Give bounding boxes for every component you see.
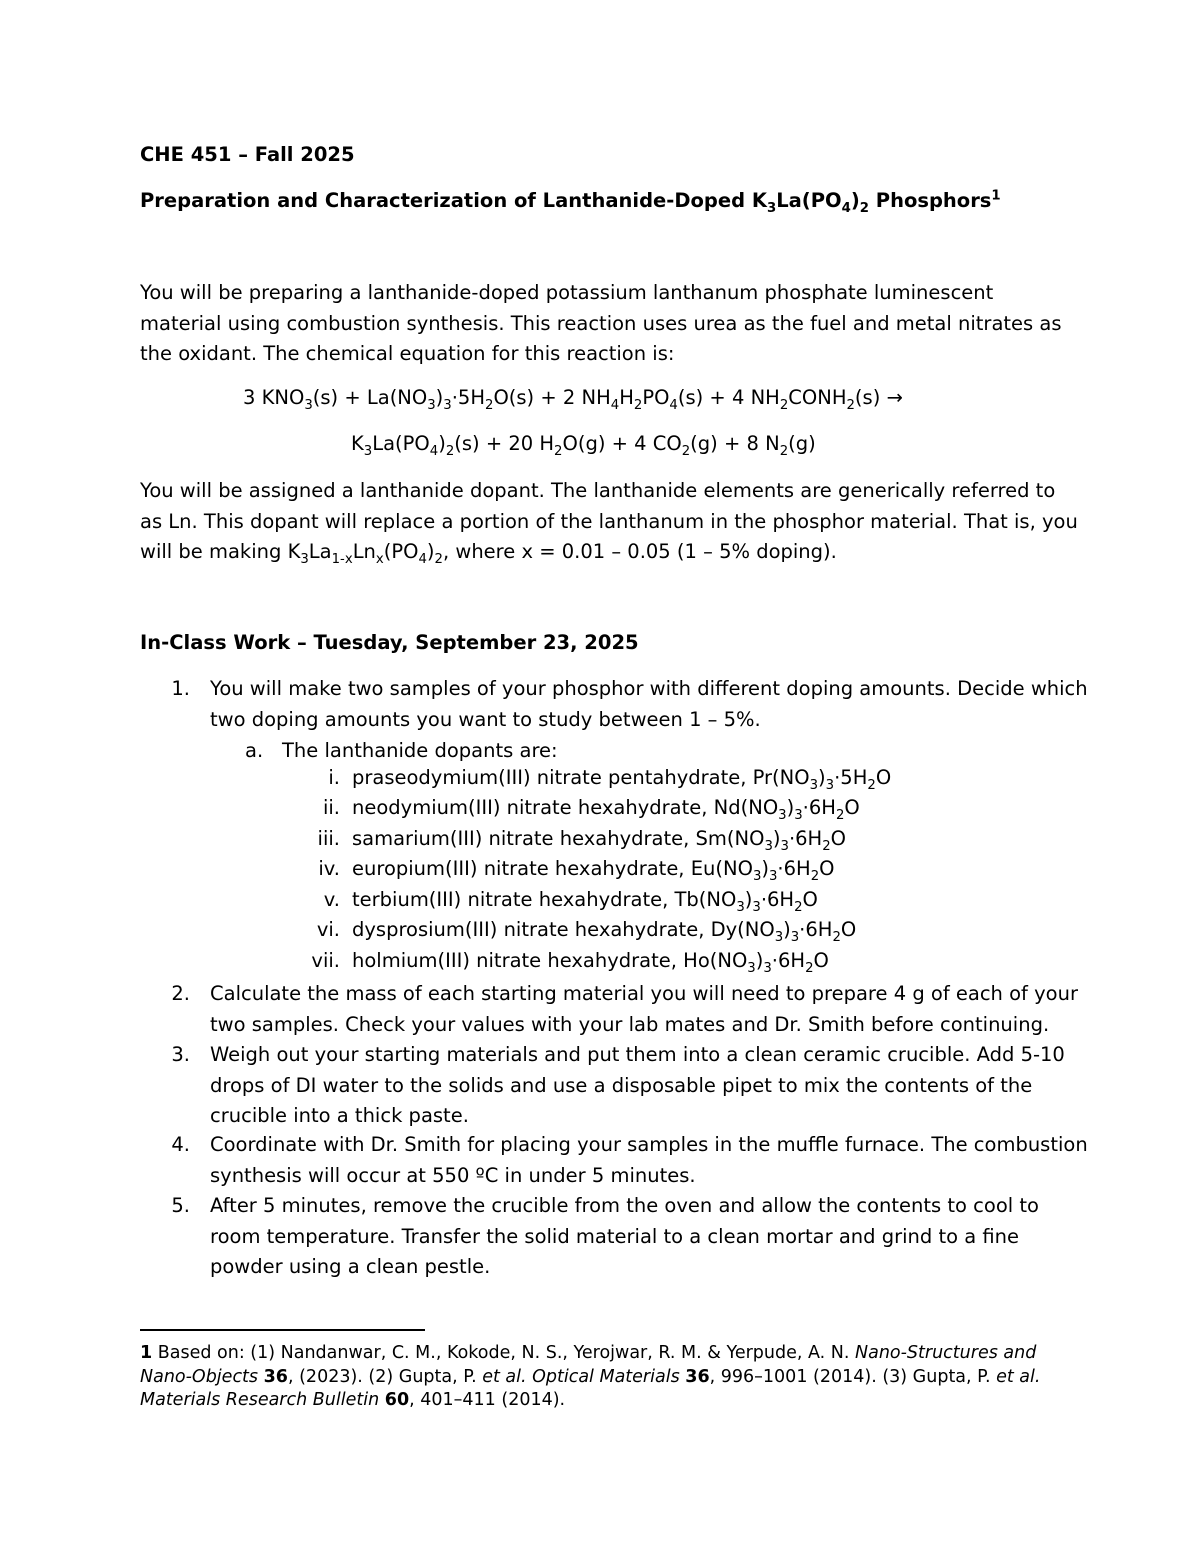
equation-line-2 bbox=[351, 432, 816, 459]
subscript: 3 bbox=[780, 838, 789, 854]
text-run: ·6H bbox=[771, 949, 806, 972]
subscript: 3 bbox=[427, 397, 436, 413]
text-run: O bbox=[844, 796, 860, 819]
step-text: Calculate the mass of each starting material you will need to prepare 4 g of each of your two samples. Check your values with your lab mates and Dr. Smith before continuing. bbox=[210, 982, 1078, 1036]
step-number: 2. bbox=[171, 982, 190, 1005]
subscript: 3 bbox=[794, 807, 803, 823]
text-run: La(PO bbox=[372, 432, 430, 455]
subscript: 3 bbox=[825, 777, 835, 793]
bold-text: 1 bbox=[140, 1343, 153, 1363]
text-run: ·6H bbox=[799, 918, 833, 941]
step-number: 3. bbox=[171, 1043, 190, 1066]
text-run: (s) + La(NO bbox=[312, 386, 428, 409]
subscript: 3 bbox=[774, 929, 784, 945]
text-run: europium(III) nitrate hexahydrate, Eu(NO bbox=[352, 857, 753, 880]
text-run: samarium(III) nitrate hexahydrate, Sm(NO bbox=[352, 827, 765, 850]
subscript: 2 bbox=[835, 807, 845, 823]
text-run: , 996–1001 (2014). (3) Gupta, P. bbox=[709, 1366, 997, 1387]
text-run: ·5H bbox=[834, 766, 868, 789]
step-text: Weigh out your starting materials and put them into a clean ceramic crucible. Add 5-10 drops of DI water to the solids and use a disposable pipet to mix the contents of the crucible into a thick paste. bbox=[210, 1043, 1065, 1127]
text-run: La bbox=[308, 540, 332, 563]
text-run: Based on: (1) Nandanwar, C. M., Kokode, N. S., Yerojwar, R. M. & Yerpude, A. N. bbox=[152, 1343, 855, 1363]
text-run: (PO bbox=[383, 540, 419, 563]
subscript: 3 bbox=[752, 868, 762, 884]
subscript: 3 bbox=[768, 868, 778, 884]
subscript: 2 bbox=[822, 838, 831, 854]
text-run: ) bbox=[755, 949, 764, 972]
text-run: O bbox=[875, 766, 892, 789]
text-run: ) bbox=[786, 796, 795, 819]
subscript: 2 bbox=[794, 899, 803, 915]
text-run: O bbox=[802, 888, 818, 911]
text-run: ) bbox=[435, 386, 444, 409]
dopant-paragraph bbox=[140, 476, 1080, 568]
text-run: ) bbox=[772, 827, 781, 850]
italic-text: Nano-Structures and Nano-Objects bbox=[140, 1343, 1037, 1387]
equation-line-1 bbox=[243, 386, 903, 413]
text-run: PO bbox=[642, 386, 670, 409]
intro-paragraph: You will be preparing a lanthanide-doped potassium lanthanum phosphate luminescent material using combustion synthesis. This reaction uses urea as the fuel and metal nitrates as the oxidant. The chemical equation for this reaction is: bbox=[140, 281, 1062, 365]
subscript: 3 bbox=[763, 960, 772, 976]
bold-text: 36 bbox=[263, 1366, 288, 1387]
title-text-3: ) bbox=[850, 189, 860, 212]
step-number: 1. bbox=[171, 677, 190, 700]
subscript: 2 bbox=[485, 397, 494, 413]
text-run: , 401–411 (2014). bbox=[409, 1390, 566, 1410]
subscript: 2 bbox=[779, 397, 789, 413]
subscript: 3 bbox=[764, 838, 773, 854]
text-run: ·6H bbox=[802, 796, 836, 819]
section-heading: In-Class Work – Tuesday, September 23, 2025 bbox=[140, 631, 639, 654]
subscript: 2 bbox=[681, 443, 691, 459]
subscript: 4 bbox=[429, 443, 439, 459]
step-text: You will make two samples of your phosphor with different doping amounts. Decide which two doping amounts you want to study between 1 – 5%. bbox=[210, 677, 1088, 731]
step-number: 4. bbox=[171, 1133, 190, 1156]
subscript: 3 bbox=[752, 899, 761, 915]
text-run: O bbox=[840, 918, 857, 941]
text-run: You will be assigned a lanthanide dopant. The lanthanide elements are generically referred to as Ln. This dopant will replace a portion of the lanthanum in the phosphor material. That is, you will be making K bbox=[140, 479, 1078, 563]
subscript: 2 bbox=[445, 443, 455, 459]
subscript: 1-x bbox=[331, 551, 353, 567]
title-sub-3: 2 bbox=[859, 200, 869, 216]
subscript: 2 bbox=[434, 551, 443, 567]
text-run: (g) + 8 N bbox=[690, 432, 780, 455]
italic-text: et al. Optical Materials bbox=[482, 1366, 680, 1387]
subscript: 3 bbox=[809, 777, 819, 793]
document-title bbox=[140, 188, 1001, 216]
dopant-numeral: v. bbox=[323, 888, 340, 911]
dopant-numeral: vi. bbox=[316, 918, 340, 941]
dopant-item bbox=[352, 888, 818, 915]
title-text-1: Preparation and Characterization of Lanthanide-Doped K bbox=[140, 189, 767, 212]
dopant-numeral: i. bbox=[328, 766, 340, 789]
title-sub-1: 3 bbox=[766, 200, 777, 216]
footnote bbox=[140, 1342, 1075, 1413]
text-run: ) bbox=[818, 766, 826, 789]
subscript: 2 bbox=[805, 960, 814, 976]
subscript: 4 bbox=[418, 551, 427, 567]
text-run: CONH bbox=[788, 386, 847, 409]
text-run: (s) + 20 H bbox=[454, 432, 555, 455]
text-run: ) bbox=[744, 888, 753, 911]
text-run: ·6H bbox=[760, 888, 795, 911]
subscript: 2 bbox=[810, 868, 820, 884]
dopant-item bbox=[352, 766, 892, 793]
step-text: Coordinate with Dr. Smith for placing your samples in the muffle furnace. The combustion synthesis will occur at 550 ºC in under 5 minutes. bbox=[210, 1133, 1088, 1187]
sub-item-text: The lanthanide dopants are: bbox=[282, 739, 558, 762]
text-run: ·5H bbox=[451, 386, 485, 409]
footnote-separator bbox=[140, 1329, 425, 1331]
subscript: 3 bbox=[778, 807, 787, 823]
title-text-2: La(PO bbox=[776, 189, 842, 212]
text-run: O bbox=[830, 827, 847, 850]
text-run: Ln bbox=[352, 540, 376, 563]
text-run: ) bbox=[438, 432, 446, 455]
text-run: terbium(III) nitrate hexahydrate, Tb(NO bbox=[352, 888, 737, 911]
subscript: 3 bbox=[443, 397, 452, 413]
subscript: x bbox=[375, 551, 384, 567]
dopant-numeral: vii. bbox=[311, 949, 340, 972]
text-run: ·6H bbox=[777, 857, 811, 880]
subscript: 3 bbox=[304, 397, 313, 413]
dopant-numeral: ii. bbox=[322, 796, 340, 819]
text-run: K bbox=[351, 432, 364, 455]
subscript: 3 bbox=[790, 929, 800, 945]
dopant-item bbox=[352, 827, 847, 854]
text-run: 3 KNO bbox=[243, 386, 305, 409]
italic-text: et al. Materials Research Bulletin bbox=[140, 1366, 1041, 1410]
bold-text: 36 bbox=[685, 1366, 710, 1387]
text-run: dysprosium(III) nitrate hexahydrate, Dy(NO bbox=[352, 918, 775, 941]
text-run: , where x = 0.01 – 0.05 (1 – 5% doping). bbox=[442, 540, 837, 563]
text-run: O(s) + 2 NH bbox=[493, 386, 611, 409]
text-run: (g) bbox=[788, 432, 816, 455]
text-run: H bbox=[619, 386, 634, 409]
text-run: ) bbox=[426, 540, 435, 563]
text-run: O bbox=[813, 949, 829, 972]
bold-text: 60 bbox=[384, 1390, 410, 1410]
subscript: 2 bbox=[846, 397, 855, 413]
subscript: 2 bbox=[867, 777, 876, 793]
text-run: O(g) + 4 CO bbox=[562, 432, 682, 455]
subscript: 2 bbox=[832, 929, 841, 945]
text-run: ) bbox=[761, 857, 769, 880]
text-run: ) bbox=[783, 918, 791, 941]
dopant-item bbox=[352, 949, 829, 976]
sub-item-label: a. bbox=[245, 739, 264, 762]
subscript: 2 bbox=[633, 397, 643, 413]
text-run: O bbox=[819, 857, 835, 880]
subscript: 4 bbox=[669, 397, 678, 413]
text-run: (s) → bbox=[854, 386, 903, 409]
subscript: 2 bbox=[779, 443, 789, 459]
footnote-ref: 1 bbox=[991, 188, 1001, 204]
subscript: 3 bbox=[300, 551, 309, 567]
subscript: 3 bbox=[747, 960, 756, 976]
dopant-numeral: iv. bbox=[318, 857, 340, 880]
text-run: , (2023). (2) Gupta, P. bbox=[287, 1366, 483, 1387]
dopant-item bbox=[352, 796, 860, 823]
dopant-numeral: iii. bbox=[317, 827, 340, 850]
step-text: After 5 minutes, remove the crucible from the oven and allow the contents to cool to room temperature. Transfer the solid material to a clean mortar and grind to a fine powder using a clean pestle. bbox=[210, 1194, 1039, 1278]
title-text-4: Phosphors bbox=[868, 189, 992, 212]
subscript: 2 bbox=[554, 443, 563, 459]
text-run: neodymium(III) nitrate hexahydrate, Nd(NO bbox=[352, 796, 779, 819]
step-number: 5. bbox=[171, 1194, 190, 1217]
subscript: 3 bbox=[363, 443, 373, 459]
subscript: 3 bbox=[736, 899, 745, 915]
text-run: holmium(III) nitrate hexahydrate, Ho(NO bbox=[352, 949, 748, 972]
course-header: CHE 451 – Fall 2025 bbox=[140, 143, 355, 166]
dopant-item bbox=[352, 918, 857, 945]
text-run: ·6H bbox=[788, 827, 823, 850]
subscript: 4 bbox=[610, 397, 620, 413]
text-run: (s) + 4 NH bbox=[677, 386, 780, 409]
text-run: praseodymium(III) nitrate pentahydrate, Pr(NO bbox=[352, 766, 810, 789]
dopant-item bbox=[352, 857, 835, 884]
title-sub-2: 4 bbox=[841, 200, 851, 216]
